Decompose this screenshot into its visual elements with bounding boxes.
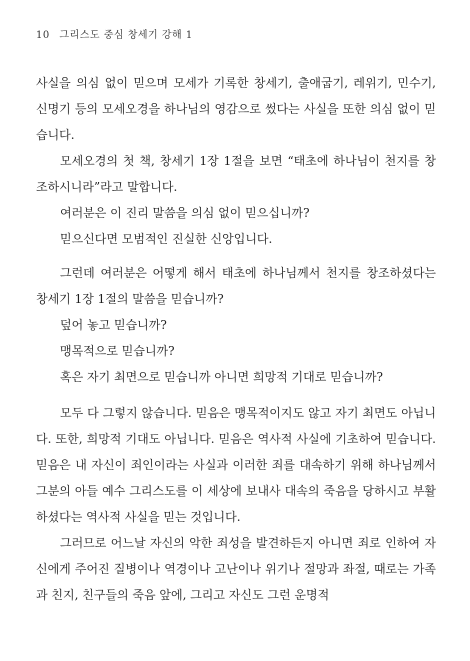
page-number: 10 — [36, 30, 50, 41]
paragraph: 맹목적으로 믿습니까? — [60, 344, 175, 358]
body-text-block-2 — [36, 260, 436, 390]
paragraph: 그러므로 어느날 자신의 악한 죄성을 발견하든지 아니면 죄로 인하여 자신에게 주어진 질병이나 역경이나 고난이나 위기나 절망과 좌절, 때로는 가족과 친지, 친구들의 죽음 앞에, 그리고 자신도 그런 운명적 — [36, 536, 436, 602]
book-title: 그리스도 중심 창세기 강해 1 — [59, 30, 193, 41]
paragraph: 모세오경의 첫 책, 창세기 1장 1절을 보면 “태초에 하나님이 천지를 창조하시니라”라고 말합니다. — [36, 154, 436, 194]
paragraph-continued: 사실을 의심 없이 믿으며 모세가 기록한 창세기, 출애굽기, 레위기, 민수기, 신명기 등의 모세오경을 하나님의 영감으로 썼다는 사실을 또한 의심 없이 믿습니다. — [36, 76, 436, 142]
running-header — [36, 26, 193, 41]
paragraph: 혹은 자기 최면으로 믿습니까 아니면 희망적 기대로 믿습니까? — [60, 370, 383, 384]
paragraph: 덮어 놓고 믿습니까? — [60, 318, 167, 332]
paragraph: 그런데 여러분은 어떻게 해서 태초에 하나님께서 천지를 창조하셨다는 창세기 1장 1절의 말씀을 믿습니까? — [36, 266, 436, 306]
paragraph: 믿으신다면 모범적인 진실한 신앙입니다. — [60, 232, 273, 246]
paragraph: 모두 다 그렇지 않습니다. 믿음은 맹목적이지도 않고 자기 최면도 아닙니다. 또한, 희망적 기대도 아닙니다. 믿음은 역사적 사실에 기초하여 믿습니다. 믿음은 내 자신이 죄인이라는 사실과 이러한 죄를 대속하기 위해 하나님께서 그분의 아들 예수 그리스도를 이 세상에 보내사 대속의 죽음을 당하시고 부활하셨다는 역사적 사실을 믿는 것입니다. — [36, 406, 436, 524]
body-text-block-1 — [36, 70, 436, 252]
body-text-block-3 — [36, 400, 436, 608]
paragraph: 여러분은 이 진리 말씀을 의심 없이 믿으십니까? — [60, 206, 310, 220]
